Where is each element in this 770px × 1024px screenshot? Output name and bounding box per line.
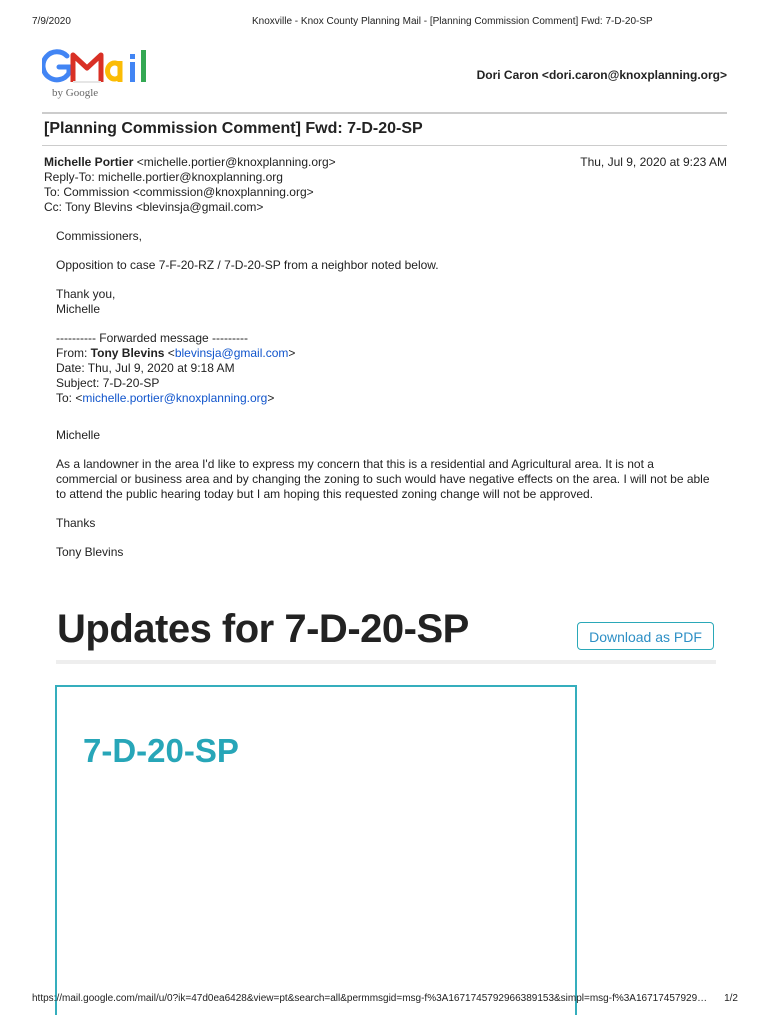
signoff-line-2: Michelle: [56, 302, 101, 316]
envelope-m-icon: [73, 55, 101, 82]
forwarded-from-email-link[interactable]: blevinsja@gmail.com: [174, 346, 289, 360]
print-footer: [32, 993, 738, 1007]
forwarded-date: Date: Thu, Jul 9, 2020 at 9:18 AM: [56, 361, 235, 375]
email-date: Thu, Jul 9, 2020 at 9:23 AM: [580, 155, 727, 169]
sender-email: <michelle.portier@knoxplanning.org>: [136, 155, 336, 169]
forwarded-from-name: Tony Blevins: [90, 346, 165, 360]
case-card-title: 7-D-20-SP: [83, 732, 239, 769]
updates-title: Updates for 7-D-20-SP: [57, 607, 469, 651]
l-letter-icon: [141, 50, 146, 82]
subject-divider: [42, 145, 727, 146]
intro-text: Opposition to case 7-F-20-RZ / 7-D-20-SP from a neighbor noted below.: [56, 258, 439, 272]
forwarded-to: To: <michelle.portier@knoxplanning.org>: [56, 391, 275, 405]
gmail-logo: [42, 46, 170, 102]
forwarded-block: [56, 331, 716, 406]
print-date: 7/9/2020: [32, 16, 71, 27]
signature-text: Tony Blevins: [56, 545, 124, 559]
message-text: As a landowner in the area I'd like to express my concern that this is a residential and Agricultural area. It is not a commercial or business area and by changing the zoning to such would have negative effects on the area. I will not be able to attend the public hearing today but I am hoping this requested zoning change will not be approved.: [56, 457, 710, 501]
gmail-wordmark-icon: [42, 46, 170, 88]
signoff: [56, 287, 716, 317]
download-pdf-button[interactable]: Download as PDF: [577, 622, 714, 650]
salutation: Michelle: [56, 428, 101, 442]
updates-divider: [56, 660, 716, 664]
thanks-text: Thanks: [56, 516, 96, 530]
sender-name: Michelle Portier: [44, 155, 134, 169]
signoff-line-1: Thank you,: [56, 287, 116, 301]
forwarded-from: From: Tony Blevins <blevinsja@gmail.com>: [56, 346, 296, 360]
print-header: [30, 16, 740, 30]
by-google-label: by Google: [52, 87, 99, 99]
forwarded-header: ---------- Forwarded message ---------: [56, 331, 248, 345]
g-letter-icon: [43, 52, 69, 80]
a-letter-icon: [108, 61, 120, 82]
print-url: https://mail.google.com/mail/u/0?ik=47d0ea6428&view=pt&search=all&permmsgid=msg-f%3A1671745792966389153&simpl=msg-f%3A16717457929…: [32, 993, 708, 1004]
i-letter-icon: [130, 62, 135, 82]
print-title: Knoxville - Knox County Planning Mail - [Planning Commission Comment] Fwd: 7-D-20-SP: [252, 16, 653, 27]
cc-row: Cc: Tony Blevins <blevinsja@gmail.com>: [44, 200, 264, 214]
to-row: To: Commission <commission@knoxplanning.org>: [44, 185, 314, 199]
email-subject: [Planning Commission Comment] Fwd: 7-D-20-SP: [44, 120, 423, 137]
header-divider: [42, 112, 727, 114]
forwarded-to-email-link[interactable]: michelle.portier@knoxplanning.org: [82, 391, 268, 405]
email-body: [56, 229, 716, 574]
email-meta: [44, 155, 336, 215]
sender-row: [44, 155, 336, 170]
account-label: Dori Caron <dori.caron@knoxplanning.org>: [476, 68, 727, 82]
forwarded-subject: Subject: 7-D-20-SP: [56, 376, 160, 390]
greeting: Commissioners,: [56, 229, 143, 243]
reply-to-row: Reply-To: michelle.portier@knoxplanning.org: [44, 170, 283, 184]
page-number: 1/2: [724, 993, 738, 1004]
